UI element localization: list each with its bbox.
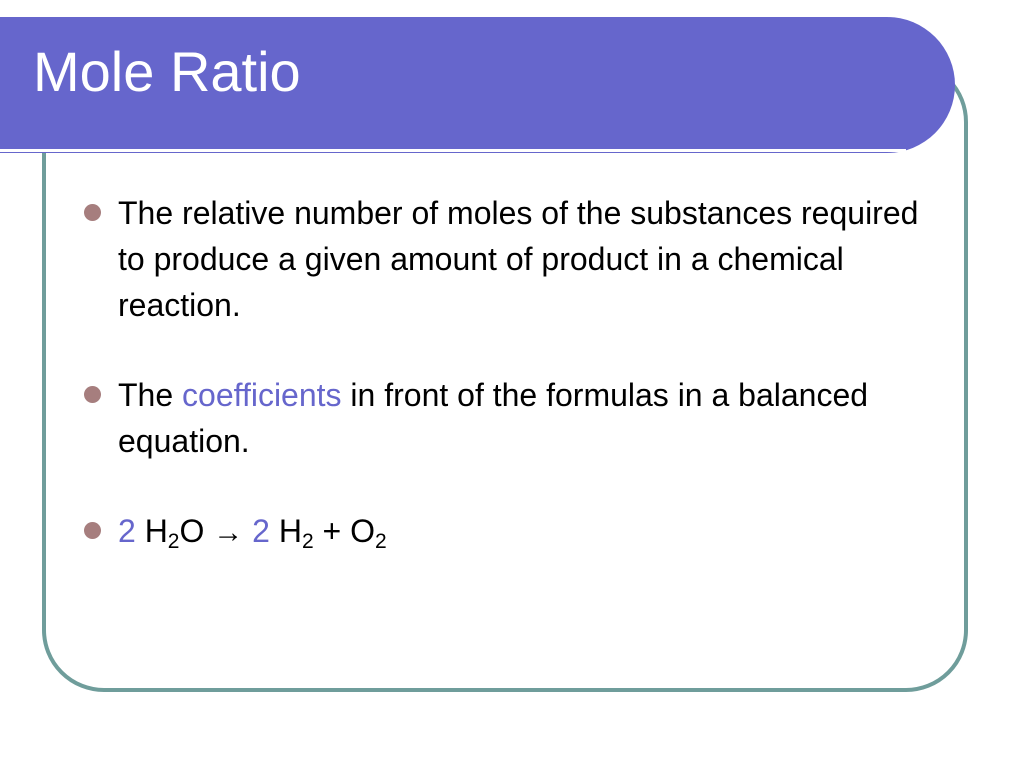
bullet-list xyxy=(78,190,938,600)
reaction-arrow-icon: → xyxy=(213,516,244,549)
bullet-text-prefix: The xyxy=(118,377,174,413)
title-underline xyxy=(0,149,906,152)
equation-h-1: H xyxy=(144,513,168,549)
equation-h-subscript-1: 2 xyxy=(167,530,180,553)
bullet-text-suffix: in front of the formulas in a balanced equation. xyxy=(118,377,869,459)
bullet-dot-icon xyxy=(84,204,101,221)
coefficients-highlight: coefficients xyxy=(182,377,342,413)
equation-o-2: O xyxy=(350,513,375,549)
bullet-dot-icon xyxy=(84,522,101,539)
bullet-item-coefficients xyxy=(78,372,938,464)
equation-h-2: H xyxy=(278,513,302,549)
equation-plus: + xyxy=(322,513,342,549)
equation-h-subscript-2: 2 xyxy=(301,530,314,553)
equation-coefficient-1: 2 xyxy=(118,513,136,549)
equation-coefficient-2: 2 xyxy=(252,513,270,549)
bullet-text: The relative number of moles of the substances required to produce a given amount of product in a chemical reaction. xyxy=(118,195,919,323)
bullet-item-definition xyxy=(78,190,938,328)
equation-o-subscript-2: 2 xyxy=(375,530,387,553)
chemical-equation xyxy=(118,513,387,553)
slide-title: Mole Ratio xyxy=(33,40,301,103)
bullet-dot-icon xyxy=(84,386,101,403)
equation-o-1: O xyxy=(179,513,205,549)
bullet-item-equation xyxy=(78,508,938,556)
